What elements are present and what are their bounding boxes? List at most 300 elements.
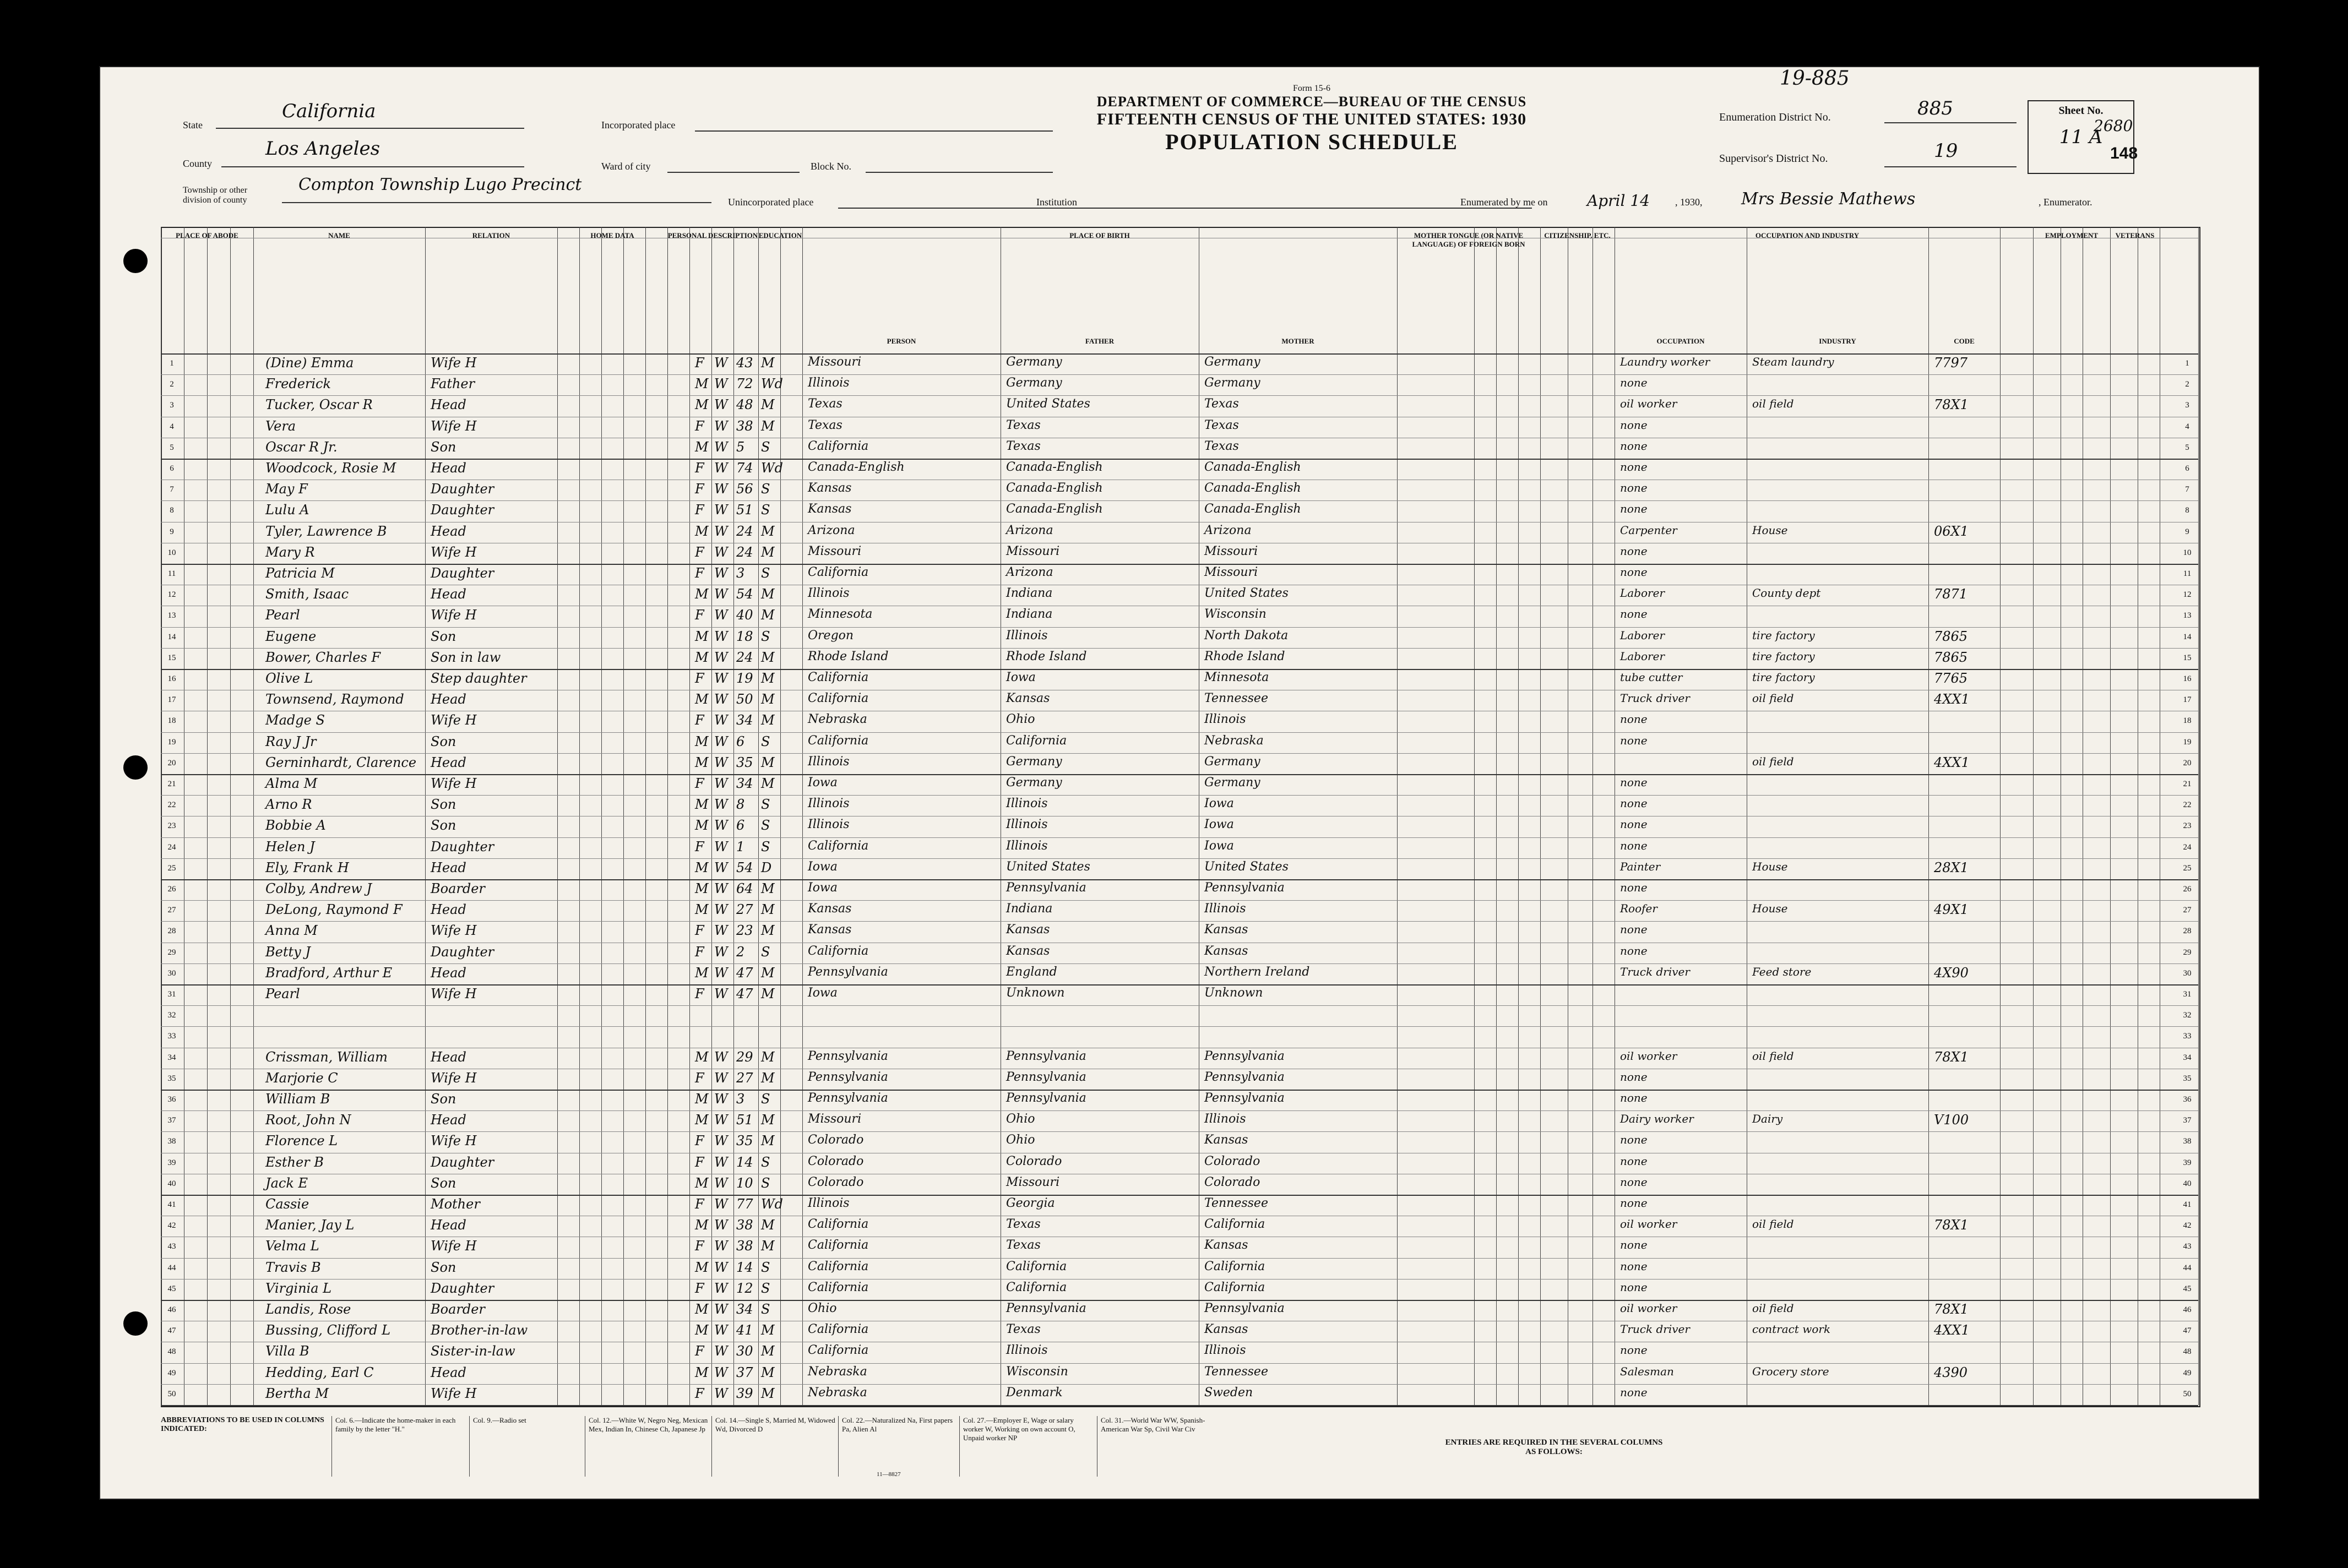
- row-number: 3: [170, 401, 174, 410]
- cell-sex: M: [695, 628, 709, 644]
- abbr-note: Col. 27.—Employer E, Wage or salary worker W, Working on own account O, Unpaid worker NP: [959, 1416, 1094, 1477]
- cell-st: Illinois: [808, 376, 850, 390]
- cell-mar: M: [761, 712, 775, 728]
- title-block: [1036, 84, 1587, 155]
- cell-name: Colby, Andrew J: [265, 881, 372, 896]
- abbr-note: Col. 12.—White W, Negro Neg, Mexican Mex, Indian In, Chinese Ch, Japanese Jp: [585, 1416, 709, 1477]
- cell-rel: Wife H: [431, 1385, 477, 1401]
- cell-fa: Ohio: [1006, 1133, 1035, 1147]
- cell-fa: Texas: [1006, 1238, 1041, 1253]
- cell-fa: Pennsylvania: [1006, 881, 1086, 895]
- cell-occ: none: [1620, 818, 1648, 831]
- row-number: 20: [2183, 758, 2192, 767]
- cell-occ: none: [1620, 1133, 1648, 1147]
- row-number: 14: [2183, 632, 2192, 641]
- row-number: 17: [167, 695, 176, 705]
- cell-mar: M: [761, 1049, 775, 1065]
- cell-sex: F: [695, 712, 704, 728]
- cell-age: 30: [736, 1343, 753, 1359]
- cell-age: 14: [736, 1154, 753, 1170]
- cell-name: Vera: [265, 418, 296, 434]
- cell-mo: Wisconsin: [1204, 607, 1267, 622]
- cell-race: W: [714, 986, 728, 1001]
- cell-sex: M: [695, 902, 709, 918]
- cell-mar: M: [761, 1364, 775, 1380]
- row-number: 13: [167, 611, 176, 620]
- cell-mo: Rhode Island: [1204, 649, 1285, 663]
- department: DEPARTMENT OF COMMERCE—BUREAU OF THE CENSUS: [1096, 94, 1527, 110]
- cell-occ: oil worker: [1620, 397, 1677, 411]
- district-label: Enumeration District No.: [1719, 111, 1831, 123]
- abbr-note: Col. 31.—World War WW, Spanish-American War Sp, Civil War Civ: [1097, 1416, 1222, 1477]
- cell-name: May F: [265, 481, 308, 497]
- form-number: Form 15-6: [1293, 84, 1330, 93]
- cell-name: Mary R: [265, 544, 315, 560]
- cell-mo: Iowa: [1204, 797, 1234, 811]
- cell-mar: M: [761, 1217, 775, 1233]
- cell-age: 2: [736, 944, 745, 960]
- cell-st: California: [808, 1343, 869, 1358]
- row-number: 35: [2183, 1074, 2192, 1083]
- cell-st: California: [808, 944, 869, 958]
- cell-occ: none: [1620, 1196, 1648, 1210]
- cell-occ: none: [1620, 376, 1648, 390]
- sheet-value: 11 A: [2059, 126, 2103, 148]
- cell-mar: M: [761, 1238, 775, 1254]
- cell-name: Travis B: [265, 1259, 321, 1275]
- cell-mar: S: [761, 565, 770, 581]
- cell-rel: Head: [431, 754, 466, 770]
- cell-race: W: [714, 692, 728, 707]
- cell-rel: Head: [431, 965, 466, 981]
- cell-sex: M: [695, 439, 709, 455]
- cell-ind: tire factory: [1752, 649, 1815, 663]
- cell-race: W: [714, 355, 728, 371]
- cell-sex: F: [695, 1154, 704, 1170]
- cell-age: 39: [736, 1385, 753, 1401]
- cell-occ: none: [1620, 1343, 1648, 1357]
- cell-st: California: [808, 439, 869, 453]
- cell-st: Iowa: [808, 881, 838, 895]
- cell-ind: Dairy: [1752, 1112, 1783, 1126]
- cell-mar: S: [761, 1154, 770, 1170]
- unincorporated-label: Unincorporated place: [728, 197, 814, 208]
- row-number: 23: [2183, 821, 2192, 831]
- cell-race: W: [714, 733, 728, 749]
- row-number: 25: [167, 863, 176, 873]
- cell-name: Bower, Charles F: [265, 649, 381, 665]
- cell-st: Nebraska: [808, 1364, 867, 1379]
- cell-age: 24: [736, 649, 753, 665]
- cell-sex: F: [695, 502, 704, 518]
- cell-occ: Salesman: [1620, 1364, 1674, 1378]
- cell-mar: M: [761, 586, 775, 602]
- cell-name: Esther B: [265, 1154, 324, 1170]
- row-number: 22: [167, 801, 176, 810]
- cell-age: 34: [736, 712, 753, 728]
- cell-fa: Germany: [1006, 376, 1062, 390]
- cell-st: Nebraska: [808, 712, 867, 727]
- cell-fa: Ohio: [1006, 712, 1035, 727]
- section-heading: EDUCATION: [758, 231, 802, 239]
- cell-mar: M: [761, 1070, 775, 1086]
- row-number: 8: [170, 506, 174, 515]
- cell-age: 74: [736, 460, 753, 476]
- cell-sex: F: [695, 1070, 704, 1086]
- birth-col-heading: FATHER: [1085, 337, 1115, 345]
- row-number: 41: [2183, 1200, 2192, 1209]
- district-top: 19-885: [1780, 67, 1850, 90]
- cell-mar: S: [761, 1175, 770, 1191]
- cell-mo: Northern Ireland: [1204, 965, 1310, 979]
- entries-title: ENTRIES ARE REQUIRED IN THE SEVERAL COLUMNS AS FOLLOWS:: [1445, 1438, 1663, 1456]
- cell-st: California: [808, 1238, 869, 1253]
- cell-st: Arizona: [808, 523, 855, 537]
- cell-st: Rhode Island: [808, 649, 889, 663]
- row-number: 15: [2183, 653, 2192, 662]
- row-number: 2: [170, 380, 174, 389]
- cell-code: 7865: [1934, 628, 1968, 644]
- cell-st: Iowa: [808, 776, 838, 790]
- cell-fa: Rhode Island: [1006, 649, 1087, 663]
- cell-sex: F: [695, 565, 704, 581]
- birth-col-heading: PERSON: [887, 337, 916, 345]
- cell-mar: M: [761, 649, 775, 665]
- enumerator-name: Mrs Bessie Mathews: [1741, 189, 1916, 209]
- supervisor-label: Supervisor's District No.: [1719, 153, 1828, 165]
- cell-st: Pennsylvania: [808, 1049, 888, 1063]
- section-heading: VETERANS: [2115, 231, 2155, 239]
- cell-mo: Iowa: [1204, 839, 1234, 853]
- cell-st: Illinois: [808, 754, 850, 769]
- cell-mar: Wd: [761, 460, 784, 476]
- cell-rel: Wife H: [431, 712, 477, 728]
- cell-name: Marjorie C: [265, 1070, 338, 1086]
- cell-rel: Wife H: [431, 1133, 477, 1149]
- cell-race: W: [714, 1133, 728, 1149]
- cell-age: 47: [736, 986, 753, 1001]
- cell-race: W: [714, 818, 728, 834]
- cell-mo: Unknown: [1204, 986, 1263, 1000]
- cell-st: Pennsylvania: [808, 1091, 888, 1105]
- cell-fa: United States: [1006, 397, 1090, 411]
- cell-fa: Indiana: [1006, 586, 1053, 601]
- cell-mar: S: [761, 1280, 770, 1296]
- cell-st: Kansas: [808, 481, 852, 496]
- cell-mo: Arizona: [1204, 523, 1252, 537]
- cell-age: 72: [736, 376, 753, 392]
- row-number: 48: [167, 1347, 176, 1357]
- cell-mar: M: [761, 1322, 775, 1338]
- cell-ind: Feed store: [1752, 965, 1812, 978]
- cell-mar: S: [761, 733, 770, 749]
- cell-mo: Texas: [1204, 439, 1239, 453]
- cell-st: Illinois: [808, 818, 850, 832]
- cell-sex: M: [695, 797, 709, 813]
- abbr-note: Col. 22.—Naturalized Na, First papers Pa, Alien Al: [838, 1416, 956, 1477]
- cell-mar: S: [761, 818, 770, 834]
- cell-race: W: [714, 1112, 728, 1128]
- cell-race: W: [714, 1154, 728, 1170]
- cell-rel: Head: [431, 1364, 466, 1380]
- cell-sex: M: [695, 1049, 709, 1065]
- cell-age: 50: [736, 692, 753, 707]
- cell-mo: Illinois: [1204, 712, 1246, 727]
- cell-occ: none: [1620, 1238, 1648, 1252]
- cell-age: 3: [736, 565, 745, 581]
- cell-fa: Missouri: [1006, 1175, 1060, 1189]
- section-heading: CITIZENSHIP, ETC.: [1544, 231, 1611, 239]
- cell-mo: Texas: [1204, 397, 1239, 411]
- cell-ind: oil field: [1752, 692, 1794, 705]
- row-number: 17: [2183, 695, 2192, 705]
- cell-st: Illinois: [808, 1196, 850, 1210]
- cell-fa: Canada-English: [1006, 502, 1103, 516]
- cell-mo: Missouri: [1204, 544, 1258, 558]
- cell-st: California: [808, 692, 869, 706]
- cell-mar: S: [761, 839, 770, 854]
- cell-st: California: [808, 565, 869, 579]
- cell-ind: tire factory: [1752, 671, 1815, 684]
- cell-mo: Kansas: [1204, 923, 1248, 937]
- abbr-note: Col. 14.—Single S, Married M, Widowed Wd, Divorced D: [711, 1416, 835, 1477]
- cell-code: 4XX1: [1934, 1322, 1970, 1338]
- cell-rel: Daughter: [431, 502, 494, 518]
- row-number: 48: [2183, 1347, 2192, 1357]
- row-number: 18: [167, 716, 176, 726]
- cell-age: 54: [736, 586, 753, 602]
- incorporated-label: Incorporated place: [601, 119, 676, 130]
- cell-st: Iowa: [808, 859, 838, 874]
- cell-name: Landis, Rose: [265, 1302, 351, 1317]
- cell-sex: M: [695, 754, 709, 770]
- cell-code: 7765: [1934, 671, 1968, 686]
- cell-rel: Son: [431, 1175, 456, 1191]
- cell-name: Ely, Frank H: [265, 859, 349, 875]
- cell-mo: Iowa: [1204, 818, 1234, 832]
- cell-name: Velma L: [265, 1238, 319, 1254]
- cell-name: Eugene: [265, 628, 317, 644]
- row-number: 31: [167, 990, 176, 999]
- cell-mo: Colorado: [1204, 1154, 1260, 1168]
- cell-race: W: [714, 628, 728, 644]
- cell-sex: F: [695, 1133, 704, 1149]
- cell-race: W: [714, 1259, 728, 1275]
- cell-st: California: [808, 1259, 869, 1273]
- supervisor-value: 19: [1934, 140, 1958, 162]
- cell-sex: F: [695, 944, 704, 960]
- cell-ind: oil field: [1752, 1302, 1794, 1315]
- cell-sex: M: [695, 1217, 709, 1233]
- row-number: 45: [167, 1284, 176, 1293]
- cell-name: Anna M: [265, 923, 318, 939]
- cell-age: 6: [736, 818, 745, 834]
- cell-fa: Texas: [1006, 439, 1041, 453]
- schedule-title: POPULATION SCHEDULE: [1165, 129, 1458, 154]
- cell-code: 78X1: [1934, 1302, 1969, 1317]
- cell-st: California: [808, 839, 869, 853]
- cell-sex: M: [695, 1259, 709, 1275]
- cell-rel: Son: [431, 1091, 456, 1107]
- cell-sex: F: [695, 986, 704, 1001]
- cell-mar: M: [761, 776, 775, 791]
- cell-name: Oscar R Jr.: [265, 439, 338, 455]
- cell-race: W: [714, 754, 728, 770]
- cell-fa: Unknown: [1006, 986, 1065, 1000]
- cell-st: Iowa: [808, 986, 838, 1000]
- cell-mo: Pennsylvania: [1204, 881, 1285, 895]
- cell-code: 4XX1: [1934, 692, 1970, 707]
- cell-mo: Missouri: [1204, 565, 1258, 579]
- cell-rel: Head: [431, 692, 466, 707]
- cell-name: Lulu A: [265, 502, 309, 518]
- row-number: 43: [167, 1242, 176, 1251]
- cell-fa: Germany: [1006, 355, 1062, 369]
- cell-age: 38: [736, 1217, 753, 1233]
- cell-age: 27: [736, 902, 753, 918]
- cell-occ: Painter: [1620, 859, 1661, 873]
- row-number: 14: [167, 632, 176, 641]
- cell-mar: M: [761, 355, 775, 371]
- cell-sex: F: [695, 418, 704, 434]
- cell-age: 29: [736, 1049, 753, 1065]
- section-heading: EMPLOYMENT: [2045, 231, 2099, 239]
- cell-race: W: [714, 649, 728, 665]
- cell-rel: Daughter: [431, 481, 494, 497]
- row-number: 38: [2183, 1137, 2192, 1146]
- cell-sex: M: [695, 881, 709, 896]
- row-number: 33: [167, 1032, 176, 1041]
- sheet-label: Sheet No.: [2058, 105, 2104, 117]
- cell-age: 64: [736, 881, 753, 896]
- cell-occ: none: [1620, 1154, 1648, 1168]
- cell-occ: none: [1620, 1091, 1648, 1104]
- row-number: 43: [2183, 1242, 2192, 1251]
- cell-mar: Wd: [761, 1196, 784, 1212]
- institution-label: Institution: [1036, 197, 1078, 208]
- row-number: 11: [167, 569, 176, 578]
- cell-ind: contract work: [1752, 1322, 1831, 1336]
- cell-st: Pennsylvania: [808, 1070, 888, 1084]
- row-number: 16: [2183, 674, 2192, 683]
- cell-race: W: [714, 1280, 728, 1296]
- cell-race: W: [714, 1175, 728, 1191]
- cell-fa: Texas: [1006, 1217, 1041, 1232]
- cell-name: Gerninhardt, Clarence: [265, 754, 417, 770]
- cell-ind: Grocery store: [1752, 1364, 1829, 1378]
- cell-st: California: [808, 1217, 869, 1232]
- cell-mo: Pennsylvania: [1204, 1091, 1285, 1105]
- row-number: 39: [2183, 1158, 2192, 1167]
- cell-age: 8: [736, 797, 745, 813]
- cell-rel: Daughter: [431, 1280, 494, 1296]
- cell-name: Tyler, Lawrence B: [265, 523, 387, 539]
- cell-mar: M: [761, 965, 775, 981]
- row-number: 47: [167, 1326, 176, 1336]
- cell-race: W: [714, 1385, 728, 1401]
- cell-race: W: [714, 1238, 728, 1254]
- cell-age: 34: [736, 776, 753, 791]
- cell-fa: California: [1006, 1259, 1067, 1273]
- cell-mo: Pennsylvania: [1204, 1302, 1285, 1315]
- cell-code: 4XX1: [1934, 754, 1970, 770]
- enumerator-suffix: , Enumerator.: [2039, 197, 2092, 208]
- cell-mo: Illinois: [1204, 1112, 1246, 1126]
- cell-code: 7871: [1934, 586, 1968, 602]
- cell-code: 78X1: [1934, 1049, 1969, 1065]
- row-number: 47: [2183, 1326, 2192, 1336]
- cell-mo: Kansas: [1204, 944, 1248, 958]
- cell-sex: M: [695, 523, 709, 539]
- cell-race: W: [714, 586, 728, 602]
- section-heading: PLACE OF ABODE: [176, 231, 238, 239]
- row-number: 36: [2183, 1095, 2192, 1104]
- cell-rel: Head: [431, 1217, 466, 1233]
- cell-occ: none: [1620, 733, 1648, 747]
- cell-rel: Son: [431, 818, 456, 834]
- cell-sex: M: [695, 397, 709, 413]
- cell-sex: M: [695, 586, 709, 602]
- row-number: 45: [2183, 1284, 2192, 1293]
- cell-mar: M: [761, 1343, 775, 1359]
- schedule-grid: [161, 227, 2198, 1405]
- cell-fa: Arizona: [1006, 523, 1053, 537]
- cell-mar: D: [761, 859, 772, 875]
- cell-occ: none: [1620, 1385, 1648, 1399]
- section-heading: HOME DATA: [590, 231, 634, 239]
- cell-fa: Ohio: [1006, 1112, 1035, 1126]
- cell-occ: none: [1620, 1070, 1648, 1084]
- row-number: 40: [167, 1179, 176, 1188]
- cell-name: Arno R: [265, 797, 312, 813]
- cell-rel: Son: [431, 628, 456, 644]
- cell-st: Ohio: [808, 1302, 837, 1315]
- cell-age: 12: [736, 1280, 753, 1296]
- cell-st: Missouri: [808, 544, 862, 558]
- cell-occ: none: [1620, 418, 1648, 432]
- row-number: 5: [170, 443, 174, 452]
- cell-mar: M: [761, 418, 775, 434]
- cell-st: Colorado: [808, 1133, 864, 1147]
- cell-rel: Wife H: [431, 1238, 477, 1254]
- cell-sex: F: [695, 544, 704, 560]
- row-number: 32: [2183, 1011, 2192, 1020]
- cell-rel: Head: [431, 859, 466, 875]
- cell-fa: England: [1006, 965, 1057, 979]
- state-label: State: [183, 119, 203, 130]
- sheet-stamp: 148: [2110, 144, 2138, 162]
- cell-fa: Texas: [1006, 418, 1041, 432]
- cell-mar: S: [761, 1259, 770, 1275]
- cell-age: 5: [736, 439, 745, 455]
- cell-race: W: [714, 376, 728, 392]
- abbr-title: ABBREVIATIONS TO BE USED IN COLUMNS INDICATED:: [161, 1416, 324, 1433]
- cell-sex: M: [695, 692, 709, 707]
- cell-age: 41: [736, 1322, 753, 1338]
- row-number: 44: [2183, 1263, 2192, 1272]
- row-number: 26: [2183, 885, 2192, 894]
- cell-mo: Illinois: [1204, 902, 1246, 916]
- census-sheet: [99, 66, 2260, 1500]
- row-number: 19: [2183, 737, 2192, 747]
- cell-code: 78X1: [1934, 397, 1969, 413]
- cell-name: Olive L: [265, 671, 313, 686]
- cell-race: W: [714, 1091, 728, 1107]
- cell-mo: Kansas: [1204, 1322, 1248, 1337]
- cell-fa: Illinois: [1006, 1343, 1048, 1358]
- cell-race: W: [714, 902, 728, 918]
- row-number: 31: [2183, 990, 2192, 999]
